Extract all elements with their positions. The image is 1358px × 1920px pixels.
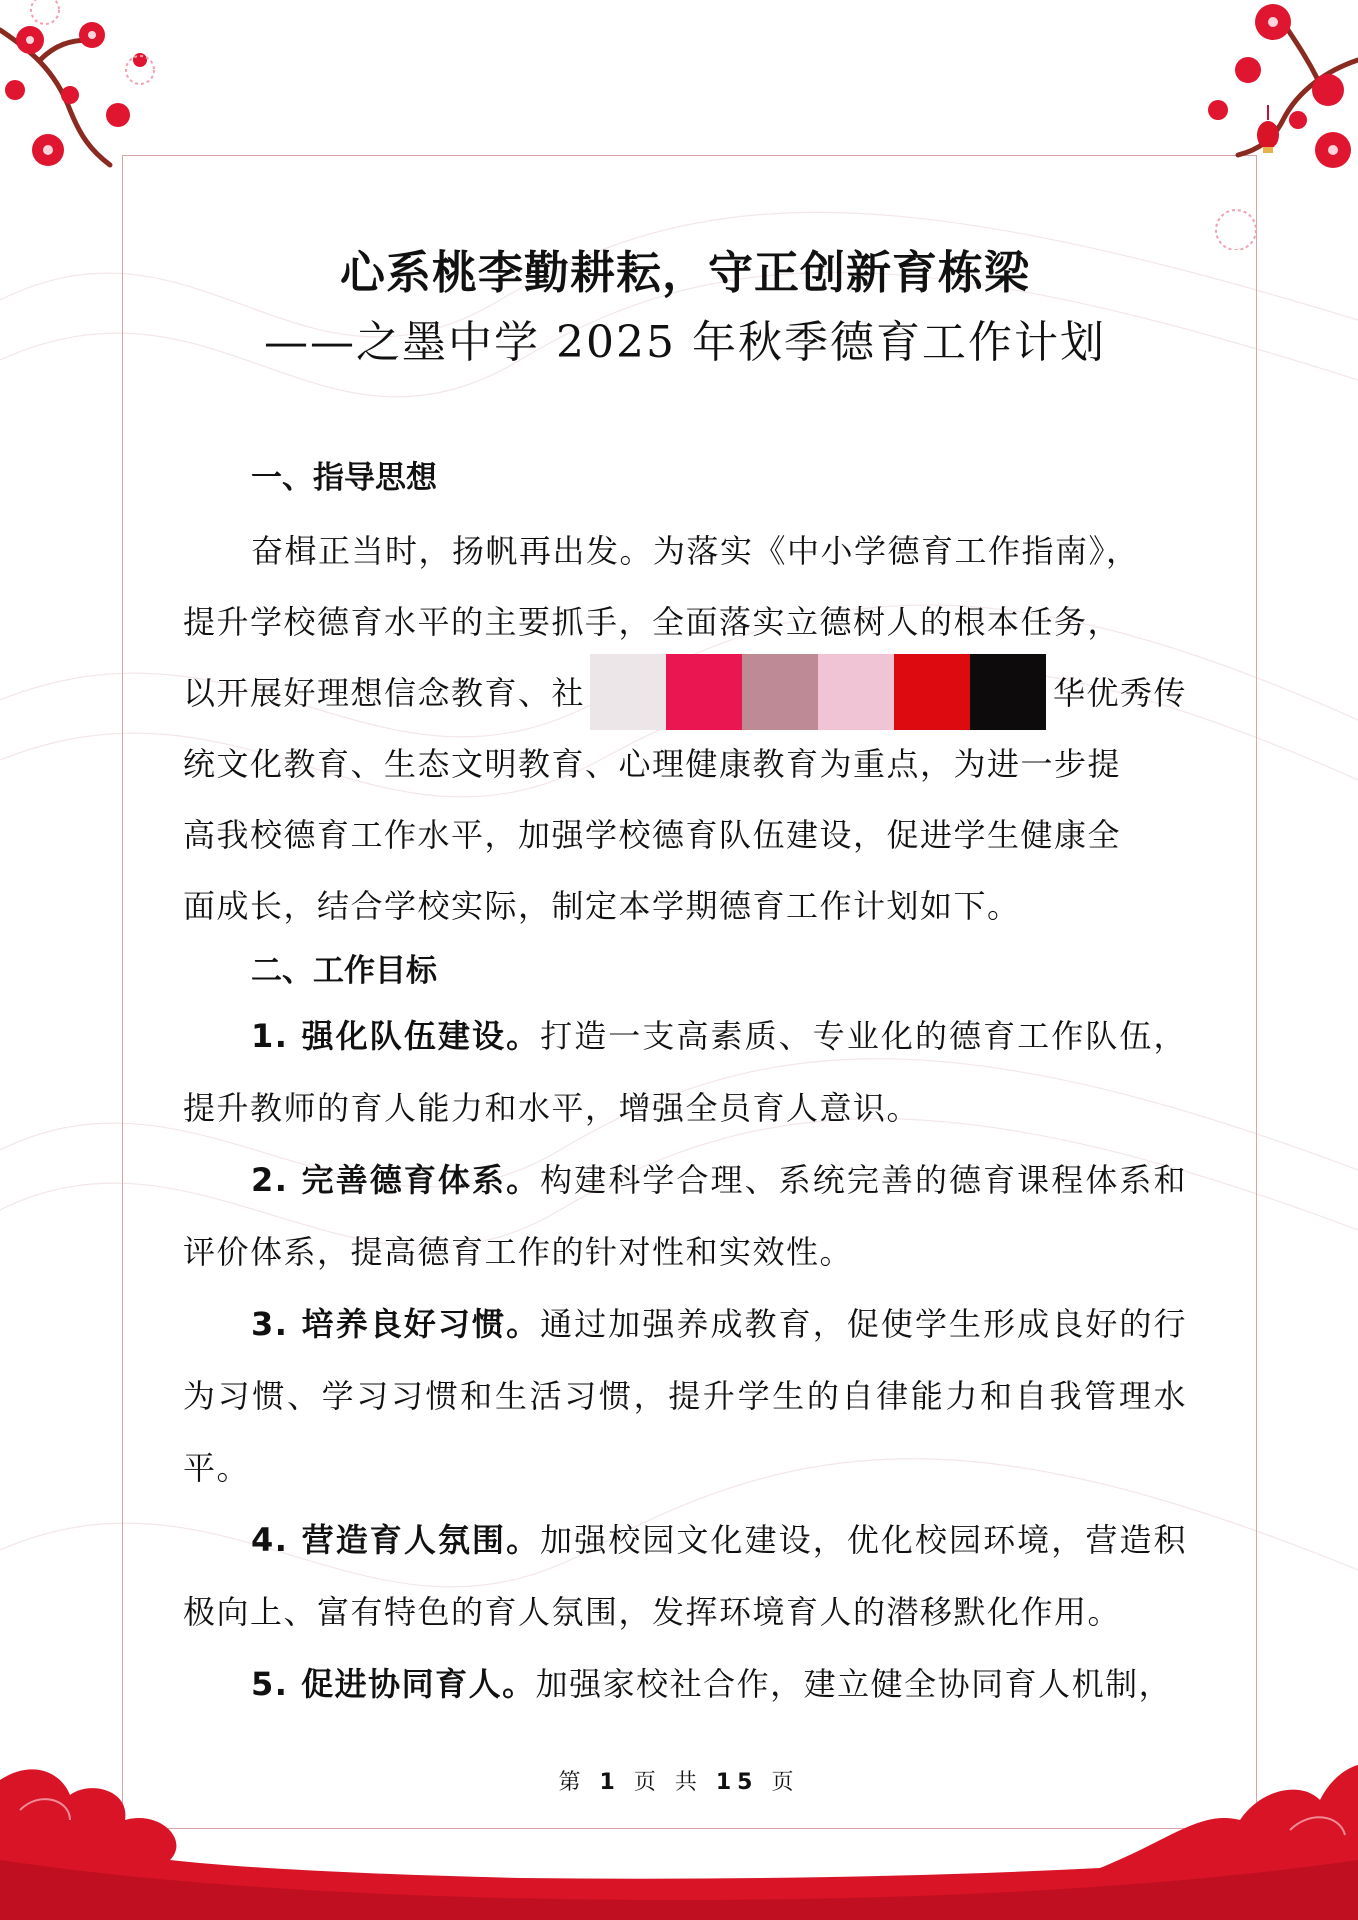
page-total: 15: [715, 1770, 759, 1795]
redaction-swatch: [894, 654, 970, 730]
goal-item: [183, 1000, 1187, 1144]
goal-lead: 2. 完善德育体系。: [251, 1161, 541, 1199]
plum-blossom-top-right: [1188, 0, 1358, 250]
page-current: 1: [599, 1770, 621, 1795]
redaction-swatch: [590, 654, 666, 730]
document-title: 心系桃李勤耕耘，守正创新育栋梁: [339, 246, 1030, 299]
document-body: [183, 238, 1187, 1720]
plum-blossom-top-left: [0, 0, 170, 180]
goal-text: 通过加强养成教育，促使学生形成良好的行为习惯、学习习惯和生活习惯，提升学生的自律能力和自我管理水平。: [183, 1305, 1187, 1487]
guiding-line: 高我校德育工作水平，加强学校德育队伍建设，促进学生健康全: [183, 816, 1122, 854]
goal-text: 加强家校社合作，建立健全协同育人机制，: [535, 1665, 1173, 1703]
goal-item: [183, 1144, 1187, 1288]
page-prefix: 第: [558, 1770, 587, 1795]
goal-lead: 3. 培养良好习惯。: [251, 1305, 541, 1343]
redaction-swatch: [666, 654, 742, 730]
redaction-block: [590, 654, 1046, 730]
goals-list: [183, 1000, 1187, 1720]
goal-lead: 1. 强化队伍建设。: [251, 1017, 541, 1055]
redaction-swatch: [818, 654, 894, 730]
guiding-line: 面成长，结合学校实际，制定本学期德育工作计划如下。: [183, 887, 1021, 925]
document-subtitle: ——之墨中学 2025 年秋季德育工作计划: [264, 317, 1106, 368]
goal-item: [183, 1648, 1187, 1720]
guiding-line-end: 华优秀传: [1052, 674, 1187, 712]
guiding-line-start: 以开展好理想信念教育、社: [183, 674, 586, 712]
goal-item: [183, 1504, 1187, 1648]
goal-text: 加强校园文化建设，优化校园环境，营造积极向上、富有特色的育人氛围，发挥环境育人的潜移默化作用。: [183, 1521, 1187, 1631]
page-suffix: 页: [771, 1770, 800, 1795]
guiding-line: 统文化教育、生态文明教育、心理健康教育为重点，为进一步提: [183, 745, 1122, 783]
guiding-line: 提升学校德育水平的主要抓手，全面落实立德树人的根本任务，: [183, 603, 1122, 641]
goal-text: 打造一支高素质、专业化的德育工作队伍，提升教师的育人能力和水平，增强全员育人意识。: [183, 1017, 1187, 1127]
section-heading-guiding: 一、指导思想: [251, 460, 437, 496]
goal-text: 构建科学合理、系统完善的德育课程体系和评价体系，提高德育工作的针对性和实效性。: [183, 1161, 1187, 1271]
redaction-swatch: [970, 654, 1046, 730]
section-heading-goals: 二、工作目标: [251, 953, 437, 989]
page-number-footer: [0, 1765, 1358, 1796]
guiding-line: 奋楫正当时，扬帆再出发。为落实《中小学德育工作指南》，: [251, 532, 1140, 570]
goal-lead: 5. 促进协同育人。: [251, 1665, 536, 1703]
goal-lead: 4. 营造育人氛围。: [251, 1521, 541, 1559]
goal-item: [183, 1288, 1187, 1504]
page-middle: 页 共: [633, 1770, 703, 1795]
redaction-swatch: [742, 654, 818, 730]
